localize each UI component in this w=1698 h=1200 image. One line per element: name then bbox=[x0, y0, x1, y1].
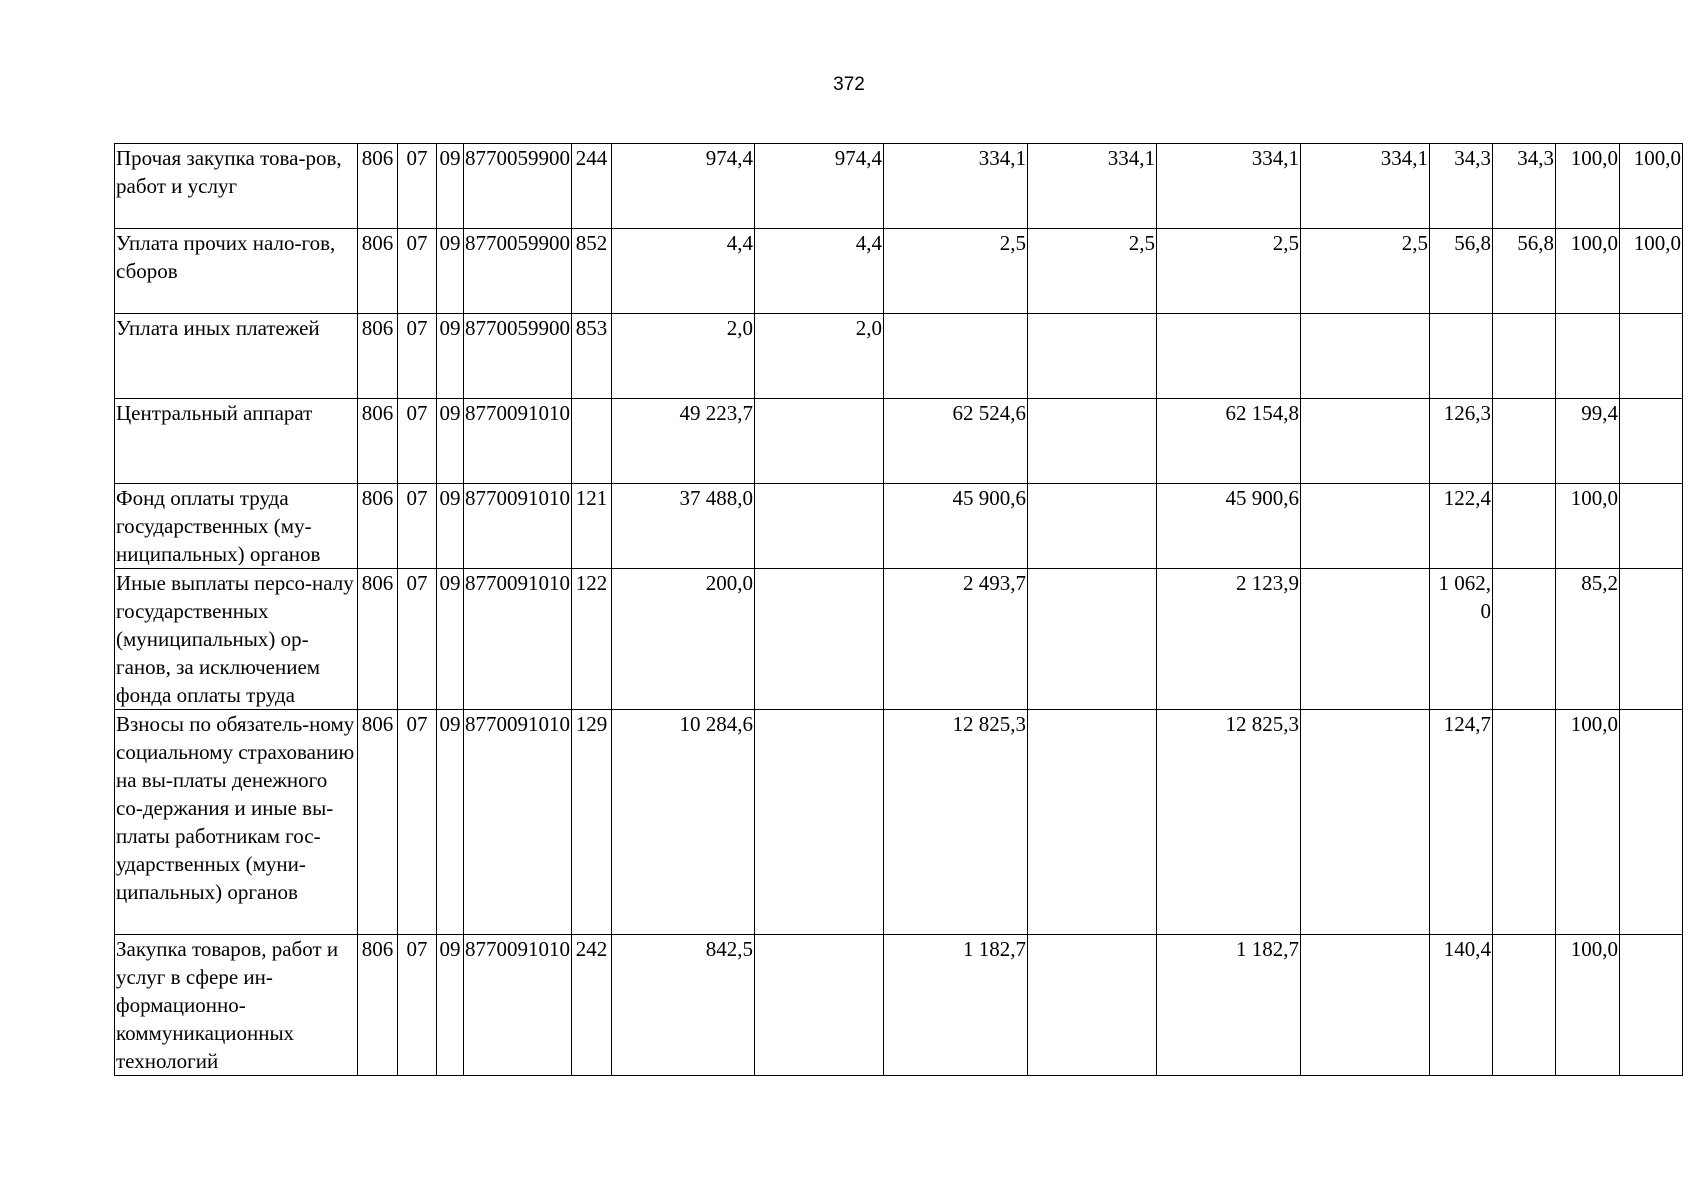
value-cell-10 bbox=[1620, 569, 1683, 710]
grbs-code-cell: 806 bbox=[358, 935, 398, 1076]
value-cell-6 bbox=[1301, 710, 1430, 935]
value-cell-1: 49 223,7 bbox=[612, 399, 755, 484]
value-cell-9: 100,0 bbox=[1556, 935, 1620, 1076]
value-cell-9 bbox=[1556, 314, 1620, 399]
target-article-code-cell: 8770059900 bbox=[464, 314, 572, 399]
table-row bbox=[115, 314, 1683, 399]
value-cell-10 bbox=[1620, 399, 1683, 484]
value-cell-3: 45 900,6 bbox=[884, 484, 1028, 569]
row-name-cell: Прочая закупка това-ров, работ и услуг bbox=[115, 144, 358, 229]
grbs-code-cell: 806 bbox=[358, 144, 398, 229]
value-cell-3: 1 182,7 bbox=[884, 935, 1028, 1076]
value-cell-9: 100,0 bbox=[1556, 229, 1620, 314]
expense-type-code-cell: 122 bbox=[572, 569, 612, 710]
row-name-cell: Иные выплаты персо-налу государственных (муниципальных) ор-ганов, за исключением фонда оплаты труда bbox=[115, 569, 358, 710]
value-cell-8 bbox=[1493, 569, 1556, 710]
subsection-code-cell: 09 bbox=[437, 484, 464, 569]
value-cell-4 bbox=[1028, 314, 1157, 399]
value-cell-7: 126,3 bbox=[1430, 399, 1493, 484]
section-code-cell: 07 bbox=[398, 569, 437, 710]
value-cell-1: 200,0 bbox=[612, 569, 755, 710]
grbs-code-cell: 806 bbox=[358, 484, 398, 569]
grbs-code-cell: 806 bbox=[358, 710, 398, 935]
row-name-cell: Уплата прочих нало-гов, сборов bbox=[115, 229, 358, 314]
target-article-code-cell: 8770091010 bbox=[464, 935, 572, 1076]
value-cell-10 bbox=[1620, 314, 1683, 399]
target-article-code-cell: 8770059900 bbox=[464, 229, 572, 314]
value-cell-2: 974,4 bbox=[755, 144, 884, 229]
value-cell-2: 4,4 bbox=[755, 229, 884, 314]
table-row bbox=[115, 399, 1683, 484]
value-cell-6 bbox=[1301, 569, 1430, 710]
value-cell-1: 974,4 bbox=[612, 144, 755, 229]
target-article-code-cell: 8770091010 bbox=[464, 710, 572, 935]
value-cell-3 bbox=[884, 314, 1028, 399]
subsection-code-cell: 09 bbox=[437, 144, 464, 229]
value-cell-5: 45 900,6 bbox=[1157, 484, 1301, 569]
value-cell-4 bbox=[1028, 484, 1157, 569]
value-cell-7 bbox=[1430, 314, 1493, 399]
value-cell-10 bbox=[1620, 484, 1683, 569]
row-name-cell: Фонд оплаты труда государственных (му-ниципальных) органов bbox=[115, 484, 358, 569]
expense-type-code-cell: 129 bbox=[572, 710, 612, 935]
value-cell-2 bbox=[755, 935, 884, 1076]
value-cell-4: 334,1 bbox=[1028, 144, 1157, 229]
table-body bbox=[115, 144, 1683, 1076]
value-cell-9: 100,0 bbox=[1556, 484, 1620, 569]
value-cell-6 bbox=[1301, 314, 1430, 399]
value-cell-10: 100,0 bbox=[1620, 144, 1683, 229]
value-cell-8: 56,8 bbox=[1493, 229, 1556, 314]
value-cell-8 bbox=[1493, 314, 1556, 399]
value-cell-10 bbox=[1620, 935, 1683, 1076]
value-cell-8: 34,3 bbox=[1493, 144, 1556, 229]
value-cell-2 bbox=[755, 484, 884, 569]
value-cell-3: 334,1 bbox=[884, 144, 1028, 229]
grbs-code-cell: 806 bbox=[358, 399, 398, 484]
row-name-cell: Уплата иных платежей bbox=[115, 314, 358, 399]
expense-type-code-cell: 853 bbox=[572, 314, 612, 399]
value-cell-1: 10 284,6 bbox=[612, 710, 755, 935]
section-code-cell: 07 bbox=[398, 144, 437, 229]
value-cell-6: 2,5 bbox=[1301, 229, 1430, 314]
subsection-code-cell: 09 bbox=[437, 710, 464, 935]
subsection-code-cell: 09 bbox=[437, 229, 464, 314]
value-cell-4 bbox=[1028, 710, 1157, 935]
value-cell-8 bbox=[1493, 935, 1556, 1076]
table-row bbox=[115, 484, 1683, 569]
value-cell-3: 2 493,7 bbox=[884, 569, 1028, 710]
subsection-code-cell: 09 bbox=[437, 935, 464, 1076]
value-cell-4 bbox=[1028, 569, 1157, 710]
value-cell-5: 2 123,9 bbox=[1157, 569, 1301, 710]
value-cell-3: 2,5 bbox=[884, 229, 1028, 314]
value-cell-6 bbox=[1301, 399, 1430, 484]
section-code-cell: 07 bbox=[398, 484, 437, 569]
value-cell-7: 124,7 bbox=[1430, 710, 1493, 935]
value-cell-7: 56,8 bbox=[1430, 229, 1493, 314]
section-code-cell: 07 bbox=[398, 935, 437, 1076]
target-article-code-cell: 8770091010 bbox=[464, 569, 572, 710]
value-cell-5: 334,1 bbox=[1157, 144, 1301, 229]
value-cell-1: 37 488,0 bbox=[612, 484, 755, 569]
grbs-code-cell: 806 bbox=[358, 569, 398, 710]
expense-type-code-cell: 242 bbox=[572, 935, 612, 1076]
value-cell-3: 12 825,3 bbox=[884, 710, 1028, 935]
value-cell-3: 62 524,6 bbox=[884, 399, 1028, 484]
value-cell-4 bbox=[1028, 935, 1157, 1076]
value-cell-8 bbox=[1493, 484, 1556, 569]
subsection-code-cell: 09 bbox=[437, 399, 464, 484]
section-code-cell: 07 bbox=[398, 710, 437, 935]
grbs-code-cell: 806 bbox=[358, 314, 398, 399]
value-cell-2: 2,0 bbox=[755, 314, 884, 399]
value-cell-6 bbox=[1301, 484, 1430, 569]
value-cell-2 bbox=[755, 710, 884, 935]
target-article-code-cell: 8770059900 bbox=[464, 144, 572, 229]
target-article-code-cell: 8770091010 bbox=[464, 484, 572, 569]
table-row bbox=[115, 935, 1683, 1076]
value-cell-5 bbox=[1157, 314, 1301, 399]
value-cell-2 bbox=[755, 399, 884, 484]
value-cell-9: 100,0 bbox=[1556, 710, 1620, 935]
table-row bbox=[115, 144, 1683, 229]
budget-table bbox=[114, 143, 1683, 1076]
value-cell-1: 4,4 bbox=[612, 229, 755, 314]
value-cell-6: 334,1 bbox=[1301, 144, 1430, 229]
value-cell-7: 34,3 bbox=[1430, 144, 1493, 229]
value-cell-8 bbox=[1493, 399, 1556, 484]
row-name-cell: Центральный аппарат bbox=[115, 399, 358, 484]
section-code-cell: 07 bbox=[398, 399, 437, 484]
value-cell-7: 122,4 bbox=[1430, 484, 1493, 569]
subsection-code-cell: 09 bbox=[437, 569, 464, 710]
value-cell-5: 1 182,7 bbox=[1157, 935, 1301, 1076]
target-article-code-cell: 8770091010 bbox=[464, 399, 572, 484]
table-row bbox=[115, 229, 1683, 314]
page-number: 372 bbox=[833, 74, 865, 95]
row-name-cell: Взносы по обязатель-ному социальному страхованию на вы-платы денежного со-держания и иные вы-платы работникам гос-ударственных (муни-ципальных) органов bbox=[115, 710, 358, 935]
value-cell-6 bbox=[1301, 935, 1430, 1076]
value-cell-7: 1 062,0 bbox=[1430, 569, 1493, 710]
expense-type-code-cell: 852 bbox=[572, 229, 612, 314]
section-code-cell: 07 bbox=[398, 229, 437, 314]
value-cell-10 bbox=[1620, 710, 1683, 935]
row-name-cell: Закупка товаров, работ и услуг в сфере ин-формационно-коммуникационных технологий bbox=[115, 935, 358, 1076]
value-cell-5: 12 825,3 bbox=[1157, 710, 1301, 935]
table-row bbox=[115, 569, 1683, 710]
expense-type-code-cell: 244 bbox=[572, 144, 612, 229]
value-cell-9: 85,2 bbox=[1556, 569, 1620, 710]
value-cell-9: 99,4 bbox=[1556, 399, 1620, 484]
section-code-cell: 07 bbox=[398, 314, 437, 399]
value-cell-7: 140,4 bbox=[1430, 935, 1493, 1076]
value-cell-2 bbox=[755, 569, 884, 710]
value-cell-1: 2,0 bbox=[612, 314, 755, 399]
value-cell-9: 100,0 bbox=[1556, 144, 1620, 229]
value-cell-8 bbox=[1493, 710, 1556, 935]
subsection-code-cell: 09 bbox=[437, 314, 464, 399]
expense-type-code-cell: 121 bbox=[572, 484, 612, 569]
value-cell-4 bbox=[1028, 399, 1157, 484]
value-cell-10: 100,0 bbox=[1620, 229, 1683, 314]
value-cell-5: 62 154,8 bbox=[1157, 399, 1301, 484]
expense-type-code-cell bbox=[572, 399, 612, 484]
value-cell-4: 2,5 bbox=[1028, 229, 1157, 314]
table-row bbox=[115, 710, 1683, 935]
value-cell-1: 842,5 bbox=[612, 935, 755, 1076]
value-cell-5: 2,5 bbox=[1157, 229, 1301, 314]
grbs-code-cell: 806 bbox=[358, 229, 398, 314]
